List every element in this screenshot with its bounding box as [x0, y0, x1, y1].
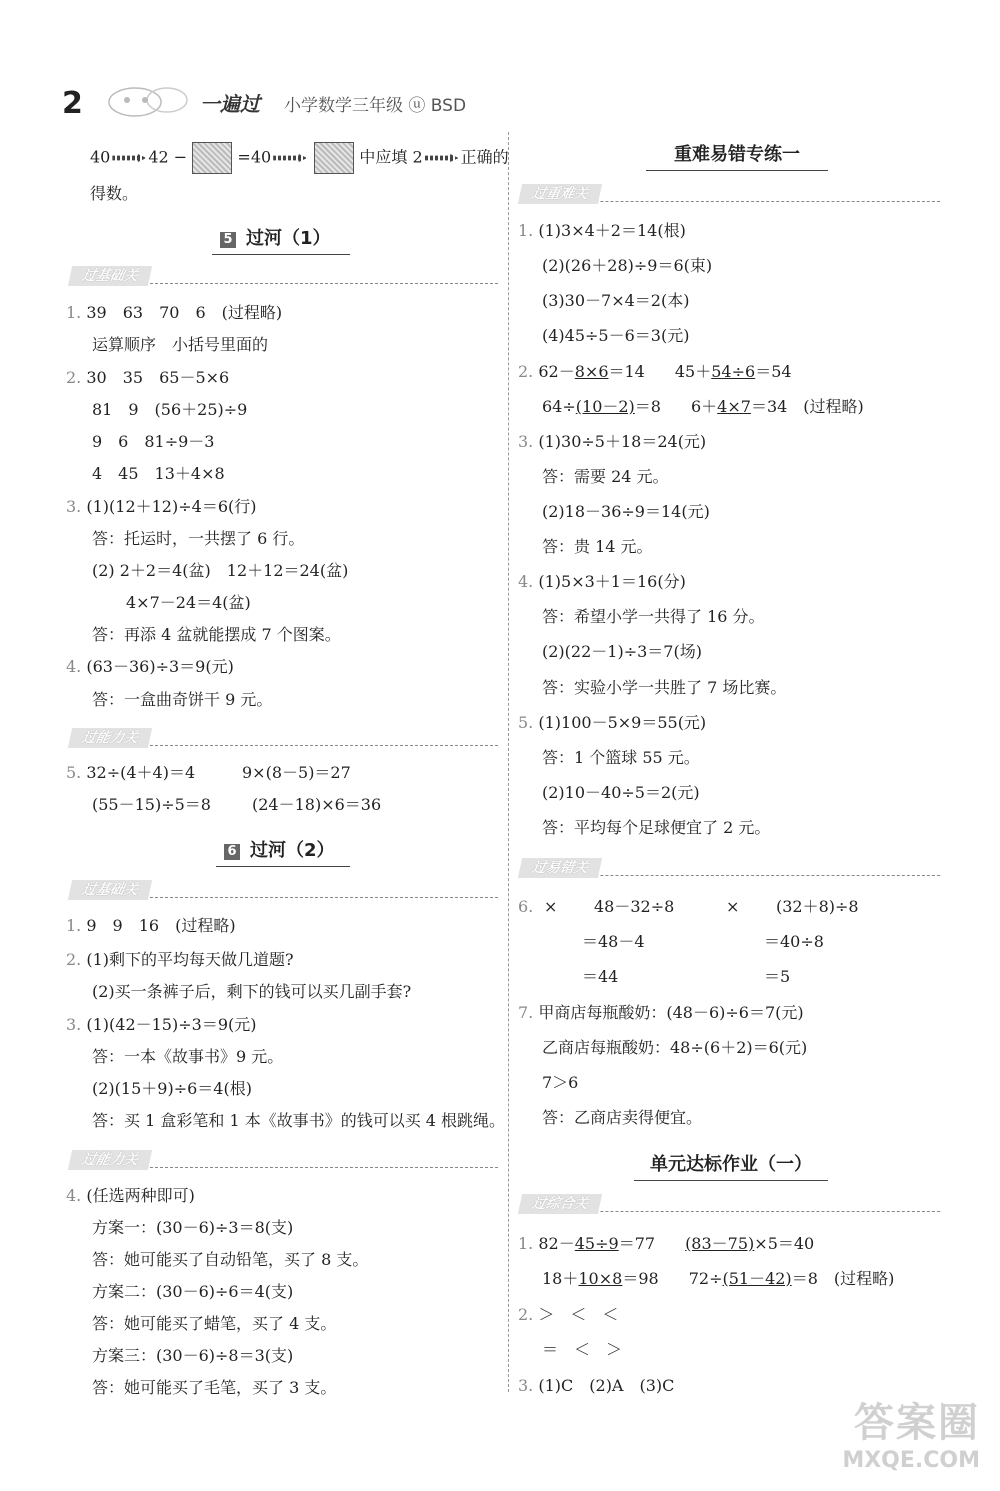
brand-logo: 一遍过: [200, 92, 260, 116]
answer-line: (2)(22－1)÷3＝7(场): [542, 642, 702, 661]
section-title-5: [212, 222, 350, 255]
section-title-6: [216, 834, 350, 867]
answer-line: 3. (1)(12＋12)÷4＝6(行): [66, 497, 257, 516]
intro-b: 42 −: [148, 147, 188, 167]
answer-line: 答：乙商店卖得便宜。: [542, 1108, 703, 1127]
banner-label: 过易错关: [518, 858, 602, 878]
answer-line: 答：她可能买了蜡笔，买了 4 支。: [92, 1314, 337, 1333]
answer-line: 18＋10×8＝98 72÷(51－42)＝8 (过程略): [542, 1269, 895, 1288]
answer-line: 7＞6: [542, 1073, 579, 1092]
answer-line: 答：需要 24 元。: [542, 467, 669, 486]
level-banner: [520, 1194, 940, 1216]
answer-line: (55－15)÷5＝8: [92, 795, 211, 814]
blank-box: [192, 142, 232, 174]
arrow-icon: [112, 154, 146, 162]
answer-line: 3. (1)(42－15)÷3＝9(元): [66, 1015, 257, 1034]
answer-line: 81 9 (56＋25)÷9: [92, 400, 248, 419]
answer-line: 答：1 个篮球 55 元。: [542, 748, 700, 767]
level-banner: [520, 184, 940, 206]
level-banner: [70, 880, 498, 902]
answer-line: 4×7－24＝4(盆): [126, 593, 251, 612]
answer-line: ＝44: [582, 967, 619, 986]
intro-line-2: 得数。: [90, 184, 139, 203]
answer-line: 1. 9 9 16 (过程略): [66, 916, 236, 935]
section-title-practice: 重难易错专练一: [646, 138, 828, 171]
answer-line: 6.: [518, 897, 534, 916]
answer-line: 答：她可能买了自动铅笔，买了 8 支。: [92, 1250, 369, 1269]
answer-line: 答：贵 14 元。: [542, 537, 653, 556]
answer-line: (2)(26＋28)÷9＝6(束): [542, 256, 713, 275]
answer-line: ＝5: [764, 967, 791, 986]
section-number: 5: [220, 232, 236, 248]
answer-line: (2)10－40÷5＝2(元): [542, 783, 700, 802]
answer-line: 3. (1)C (2)A (3)C: [518, 1376, 675, 1395]
intro-c: =40: [237, 147, 272, 167]
level-banner: [520, 858, 940, 880]
answer-line: 9×(8－5)＝27: [242, 763, 351, 782]
section-number: 6: [224, 844, 240, 860]
wrong-mark: ×: [726, 897, 740, 916]
answer-line: 2. ＞ ＜ ＜: [518, 1305, 619, 1324]
watermark: [842, 1391, 980, 1473]
answer-line: (4)45÷5－6＝3(元): [542, 326, 690, 345]
intro-d: 中应填 2: [359, 147, 423, 167]
section-title-text: 过河（1）: [246, 228, 331, 249]
answer-line: 答：希望小学一共得了 16 分。: [542, 607, 765, 626]
book-subtitle: 小学数学三年级 ⓤ BSD: [284, 96, 467, 116]
answer-line: 答：买 1 盒彩笔和 1 本《故事书》的钱可以买 4 根跳绳。: [92, 1111, 506, 1130]
answer-line: 4. (63－36)÷3＝9(元): [66, 657, 234, 676]
watermark-url: MXQE.COM: [842, 1448, 980, 1473]
answer-line: (32＋8)÷8: [776, 897, 859, 916]
answer-line: 方案二：(30－6)÷6＝4(支): [92, 1282, 294, 1301]
answer-line: 1. 39 63 70 6 (过程略): [66, 303, 283, 322]
cartoon-decoration-icon: [105, 80, 195, 120]
answer-line: 答：她可能买了毛笔，买了 3 支。: [92, 1378, 337, 1397]
banner-label: 过综合关: [518, 1194, 602, 1214]
answer-line: 答：一本《故事书》9 元。: [92, 1047, 284, 1066]
answer-line: 4. (任选两种即可): [66, 1186, 195, 1205]
level-banner: [70, 728, 498, 750]
page-header: [0, 0, 1000, 130]
answer-line: ＝40÷8: [764, 932, 824, 951]
answer-line: (2)18－36÷9＝14(元): [542, 502, 710, 521]
wrong-mark: ×: [544, 897, 558, 916]
answer-line: 5. 32÷(4＋4)＝4: [66, 763, 196, 782]
answer-line: 2. 30 35 65－5×6: [66, 368, 230, 387]
watermark-logo: 答案圈: [854, 1400, 980, 1446]
answer-line: 方案三：(30－6)÷8＝3(支): [92, 1346, 294, 1365]
answer-line: (2)买一条裤子后，剩下的钱可以买几副手套?: [92, 982, 412, 1001]
answer-line: 方案一：(30－6)÷3＝8(支): [92, 1218, 294, 1237]
answer-line: 1. 82－45÷9＝77 (83－75)×5＝40: [518, 1234, 815, 1253]
column-divider: [508, 132, 509, 1392]
level-banner: [70, 266, 498, 288]
answer-line: 64÷(10－2)＝8 6＋4×7＝34 (过程略): [542, 397, 864, 416]
banner-label: 过重难关: [518, 184, 602, 204]
answer-line: 9 6 81÷9－3: [92, 432, 215, 451]
answer-line: 答：一盒曲奇饼干 9 元。: [92, 690, 273, 709]
answer-line: 答：平均每个足球便宜了 2 元。: [542, 818, 771, 837]
intro-a: 40: [90, 147, 111, 167]
banner-label: 过能力关: [68, 728, 152, 748]
banner-label: 过基础关: [68, 266, 152, 286]
answer-line: 乙商店每瓶酸奶：48÷(6＋2)＝6(元): [542, 1038, 808, 1057]
answer-line: 2. (1)剩下的平均每天做几道题?: [66, 950, 294, 969]
answer-line: 答：实验小学一共胜了 7 场比赛。: [542, 678, 787, 697]
answer-line: 7. 甲商店每瓶酸奶：(48－6)÷6＝7(元): [518, 1003, 804, 1022]
answer-line: 答：再添 4 盆就能摆成 7 个图案。: [92, 625, 341, 644]
answer-line: 2. 62－8×6＝14 45＋54÷6＝54: [518, 362, 792, 381]
blank-box: [314, 142, 354, 174]
answer-line: 运算顺序 小括号里面的: [92, 335, 269, 354]
answer-line: (2) 2＋2＝4(盆) 12＋12＝24(盆): [92, 561, 349, 580]
answer-line: 48－32÷8: [594, 897, 675, 916]
intro-line: [90, 142, 509, 174]
page-number: 2: [62, 86, 83, 121]
answer-line: (3)30－7×4＝2(本): [542, 291, 690, 310]
answer-line: ＝48－4: [582, 932, 645, 951]
section-title-unit: 单元达标作业（一）: [634, 1148, 828, 1181]
answer-line: ＝ ＜ ＞: [542, 1340, 623, 1359]
section-title-text: 过河（2）: [250, 840, 335, 861]
answer-line: 1. (1)3×4＋2＝14(根): [518, 221, 686, 240]
intro-e: 正确的: [460, 147, 509, 167]
answer-line: 答：托运时，一共摆了 6 行。: [92, 529, 305, 548]
answer-line: (24－18)×6＝36: [252, 795, 382, 814]
answer-line: (2)(15＋9)÷6＝4(根): [92, 1079, 252, 1098]
banner-label: 过基础关: [68, 880, 152, 900]
answer-line: 4. (1)5×3＋1＝16(分): [518, 572, 686, 591]
arrow-icon: [425, 154, 459, 162]
answer-line: 4 45 13＋4×8: [92, 464, 225, 483]
banner-label: 过能力关: [68, 1150, 152, 1170]
answer-line: 5. (1)100－5×9＝55(元): [518, 713, 707, 732]
level-banner: [70, 1150, 498, 1172]
arrow-icon: [273, 154, 307, 162]
answer-line: 3. (1)30÷5＋18＝24(元): [518, 432, 707, 451]
